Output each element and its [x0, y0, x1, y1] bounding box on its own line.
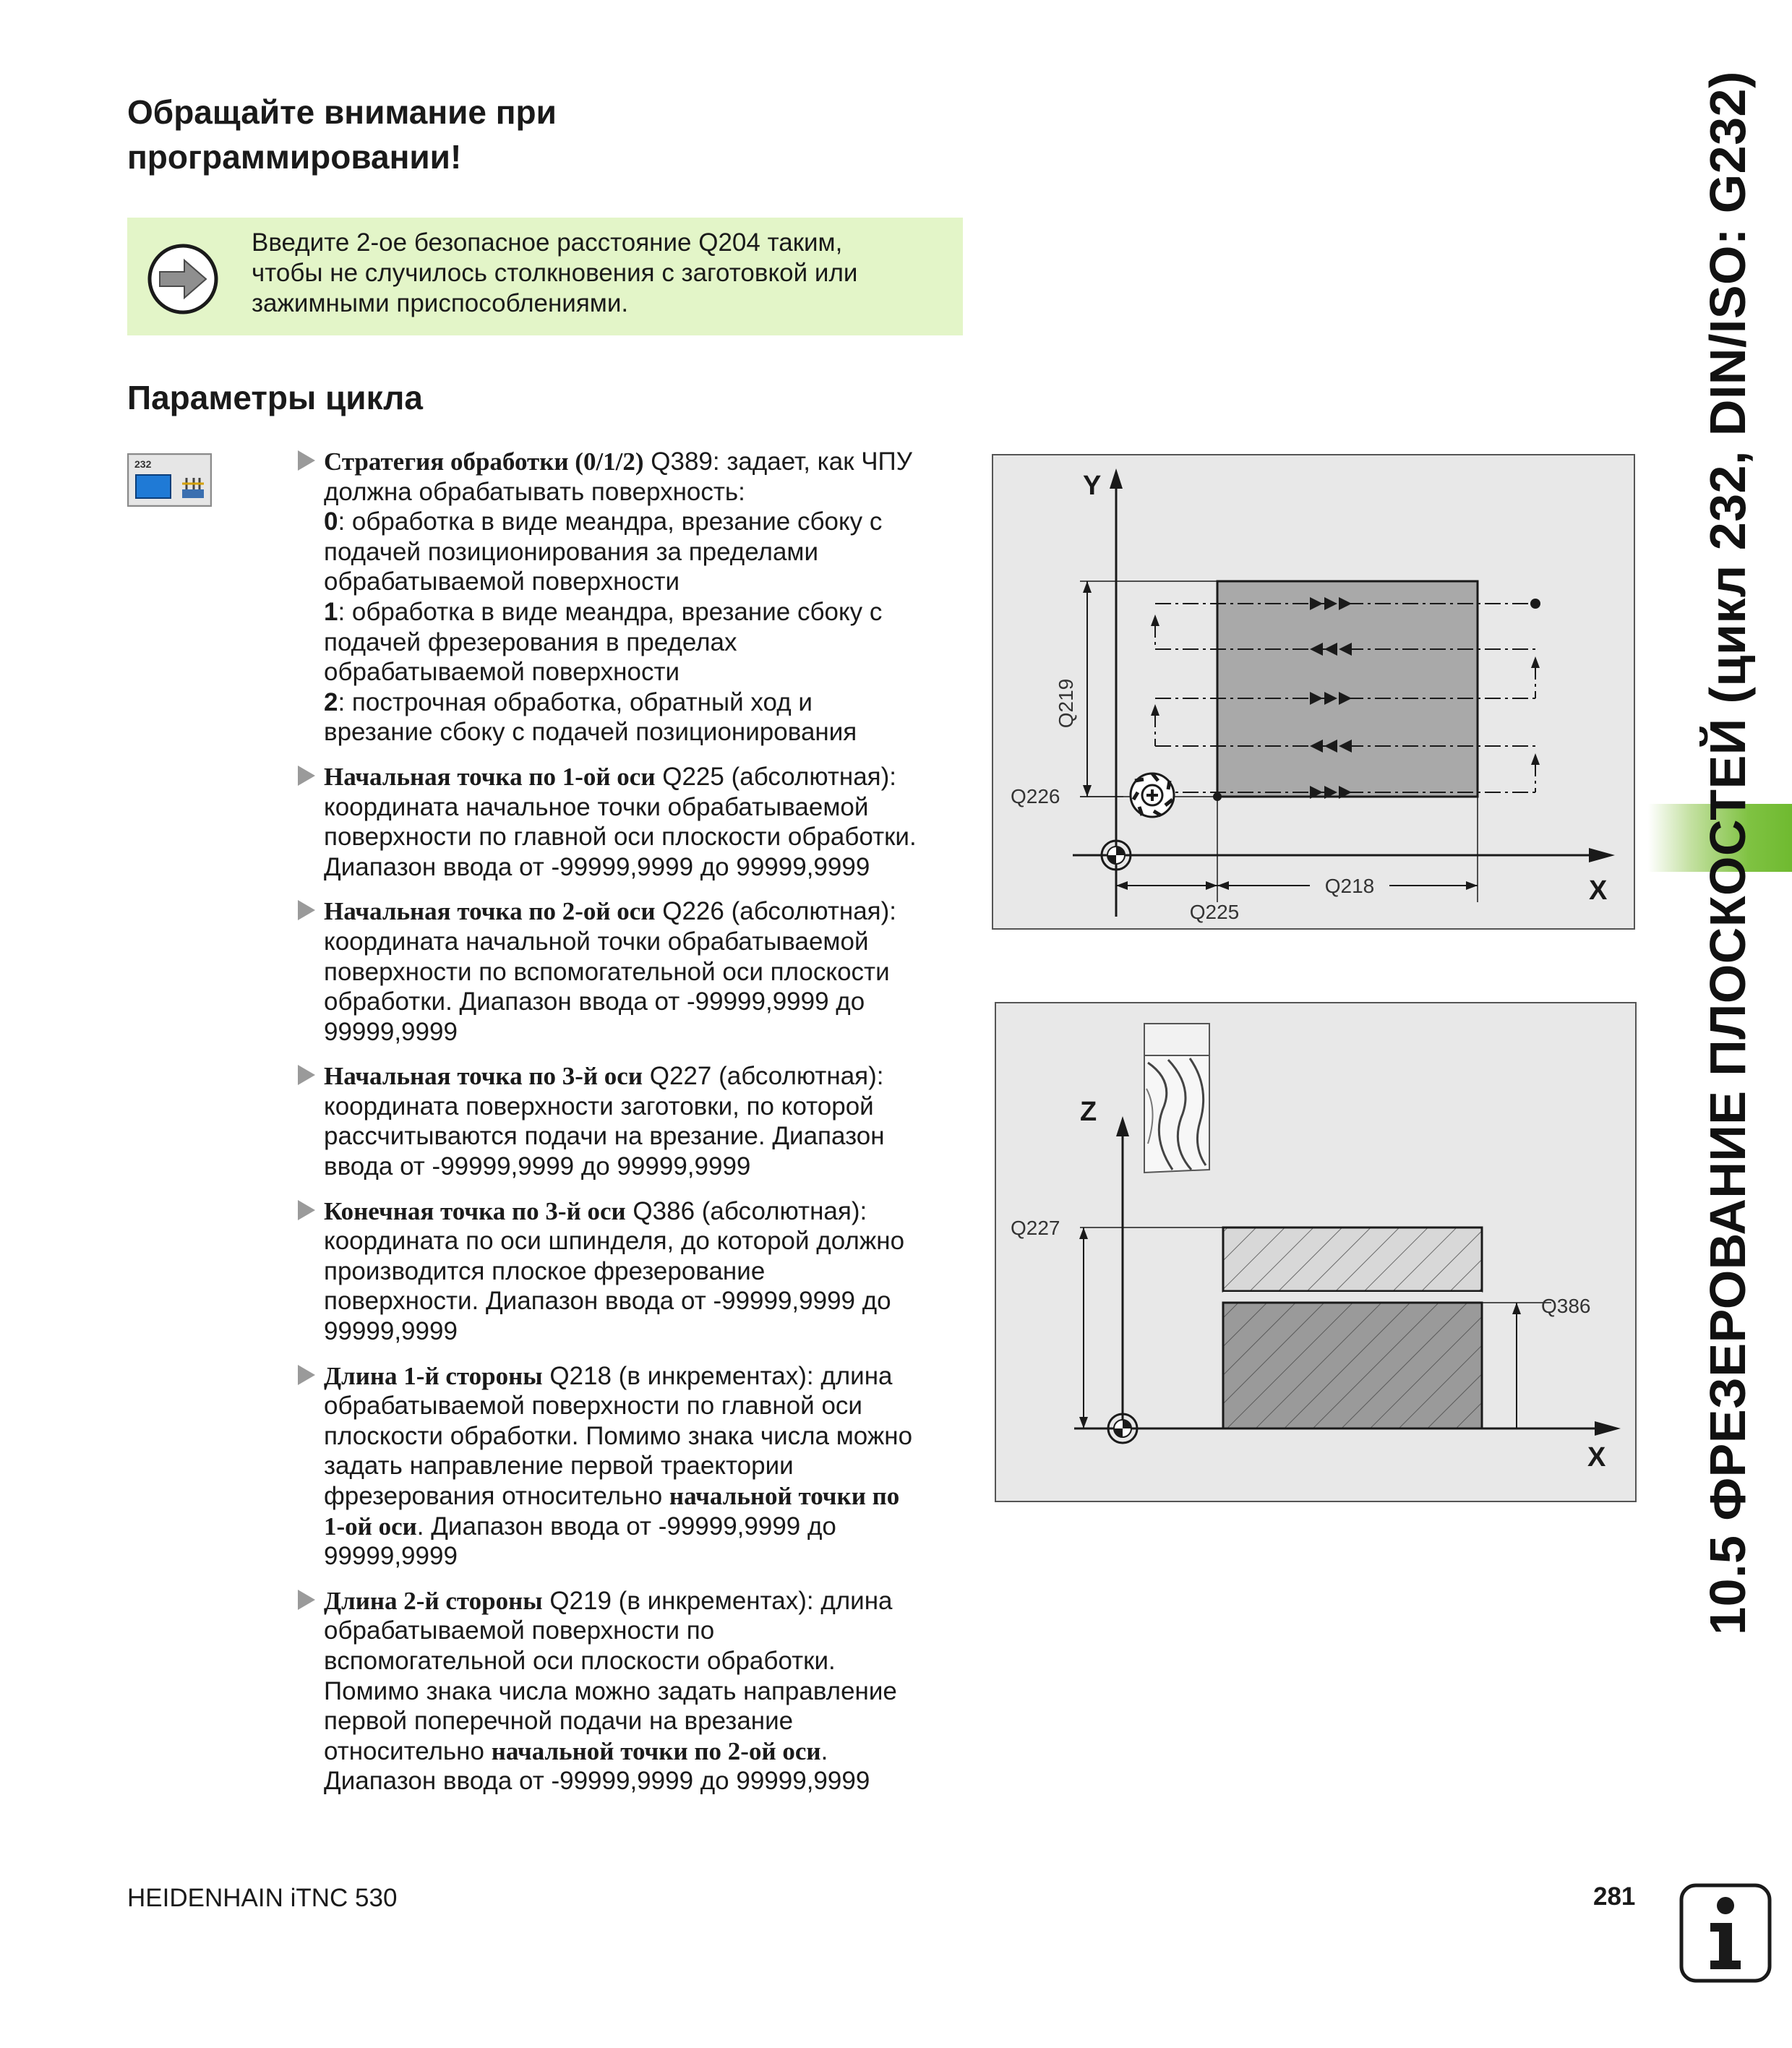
- cycle-icon-label: 232: [134, 458, 152, 470]
- param-text: первой поперечной подачи на врезание: [324, 1707, 794, 1736]
- param-text: Помимо знака числа можно задать направление: [324, 1676, 897, 1705]
- param-text: координата по оси шпинделя, до которой должно: [324, 1227, 905, 1256]
- bullet-triangle-icon: [298, 1365, 315, 1385]
- param-text: 99999,9999: [324, 1017, 458, 1046]
- note-box: [127, 218, 963, 335]
- param-text: ввода от -99999,9999 до 99999,9999: [324, 1152, 751, 1181]
- q386-label: Q386: [1541, 1295, 1591, 1317]
- cycle-params-heading: Параметры цикла: [127, 379, 423, 416]
- bullet-triangle-icon: [298, 900, 315, 920]
- param-text: Q225 (абсолютная):: [655, 762, 897, 791]
- q218-label: Q218: [1324, 875, 1375, 897]
- q219-label: Q219: [1055, 678, 1077, 729]
- finished-workpiece: [1223, 1303, 1482, 1428]
- q226-label: Q226: [1011, 785, 1060, 807]
- param-text: : обработка в виде меандра, врезание сбоку с: [338, 597, 883, 626]
- param-text: Q389: задает, как ЧПУ: [643, 447, 912, 476]
- param-text: производится плоское фрезерование: [324, 1256, 766, 1285]
- page-number: 281: [1593, 1882, 1636, 1911]
- footer-product: HEIDENHAIN iTNC 530: [127, 1884, 398, 1912]
- param-text: : построчная обработка, обратный ход и: [338, 687, 813, 716]
- param-text: относительно: [324, 1736, 492, 1765]
- param-text: подачей позиционирования за пределами: [324, 537, 819, 566]
- param-name: Начальная точка по 2-ой оси: [324, 897, 656, 926]
- param-text: координата поверхности заготовки, по которой: [324, 1092, 874, 1121]
- param-text: Диапазон ввода от -99999,9999 до 99999,9999: [324, 1767, 870, 1796]
- arrow-right-icon: [147, 243, 219, 315]
- param-text: 99999,9999: [324, 1542, 458, 1571]
- param-name: Длина 1-й стороны: [324, 1361, 543, 1390]
- param-text: должна обрабатывать поверхность:: [324, 477, 745, 506]
- q225-label: Q225: [1189, 901, 1240, 923]
- param-text: Q226 (абсолютная):: [655, 897, 897, 926]
- param-text: рассчитываются подачи на врезание. Диапазон: [324, 1122, 885, 1151]
- param-text: Q227 (абсолютная):: [643, 1062, 884, 1091]
- param-text: фрезерования относительно: [324, 1482, 669, 1510]
- param-name: Длина 2-й стороны: [324, 1586, 543, 1615]
- note-text: [252, 228, 946, 319]
- bullet-triangle-icon: [298, 450, 315, 471]
- z-axis-label: Z: [1080, 1097, 1097, 1127]
- param-text: поверхности. Диапазон ввода от -99999,9999 до: [324, 1287, 891, 1316]
- xz-plane-diagram: [995, 1002, 1637, 1502]
- param-text: плоскости обработки. Помимо знака числа можно: [324, 1421, 913, 1450]
- param-text: обрабатываемой поверхности: [324, 567, 680, 596]
- param-text: координата начальной точки обрабатываемой: [324, 927, 869, 956]
- milling-cutter-icon: [1131, 774, 1174, 817]
- bullet-triangle-icon: [298, 1590, 315, 1610]
- param-text: обрабатываемой поверхности по: [324, 1616, 715, 1645]
- param-name: Начальная точка по 3-й оси: [324, 1062, 643, 1091]
- q227-label: Q227: [1011, 1217, 1060, 1239]
- end-mill-icon: [1144, 1024, 1209, 1173]
- param-text-emphasis: начальной точки по: [669, 1482, 900, 1510]
- param-text: врезание сбоку с подачей позиционирования: [324, 718, 857, 747]
- bullet-triangle-icon: [298, 766, 315, 786]
- param-text: вспомогательной оси плоскости обработки.: [324, 1646, 836, 1675]
- param-text: . Диапазон ввода от -99999,9999 до: [416, 1512, 836, 1541]
- info-icon: [1679, 1882, 1772, 1984]
- param-text: .: [820, 1736, 828, 1765]
- param-q218: [298, 1361, 963, 1572]
- param-text: обрабатываемой поверхности по главной оси: [324, 1392, 862, 1421]
- attention-heading: [127, 90, 706, 179]
- material-to-remove: [1223, 1227, 1482, 1291]
- param-q225: [298, 762, 963, 882]
- param-q226: [298, 896, 963, 1047]
- bullet-triangle-icon: [298, 1065, 315, 1085]
- param-text: Q218 (в инкрементах): длина: [542, 1361, 893, 1390]
- param-text: 99999,9999: [324, 1317, 458, 1346]
- note-line: зажимными приспособлениями.: [252, 289, 629, 317]
- note-line: Введите 2-ое безопасное расстояние Q204 таким,: [252, 228, 843, 257]
- bullet-triangle-icon: [298, 1200, 315, 1220]
- xy-plane-diagram: [992, 454, 1635, 930]
- param-text: Диапазон ввода от -99999,9999 до 99999,9999: [324, 852, 870, 881]
- param-text: поверхности по главной оси плоскости обработки.: [324, 823, 917, 852]
- param-text: : обработка в виде меандра, врезание сбоку с: [338, 507, 883, 536]
- x-axis-label: X: [1587, 1442, 1606, 1473]
- parameters-list: [298, 447, 963, 1811]
- attention-heading-line1: Обращайте внимание при: [127, 93, 557, 131]
- param-q227: [298, 1061, 963, 1181]
- param-text: обработки. Диапазон ввода от -99999,9999 до: [324, 987, 865, 1016]
- param-text: поверхности по вспомогательной оси плоскости: [324, 957, 890, 986]
- option-number: 2: [324, 687, 338, 716]
- param-text: Q386 (абсолютная):: [625, 1196, 867, 1225]
- workpiece-surface: [1217, 581, 1478, 797]
- param-text: подачей фрезерования в пределах: [324, 627, 737, 656]
- y-axis-label: Y: [1083, 471, 1102, 501]
- param-q389: [298, 447, 963, 747]
- attention-heading-line2: программировании!: [127, 138, 462, 176]
- note-line: чтобы не случилось столкновения с заготовкой или: [252, 259, 858, 287]
- param-name: Начальная точка по 1-ой оси: [324, 762, 656, 791]
- section-title-text: 10.5 ФРЕЗЕРОВАНИЕ ПЛОСКОСТЕЙ (цикл 232, DIN/ISO: G232): [1699, 71, 1756, 1635]
- param-text: задать направление первой траектории: [324, 1452, 794, 1481]
- cycle-232-softkey-icon: [127, 453, 212, 507]
- param-name: Конечная точка по 3-й оси: [324, 1196, 626, 1225]
- param-text-emphasis: начальной точки по 2-ой оси: [491, 1736, 821, 1765]
- param-name: Стратегия обработки (0/1/2): [324, 447, 644, 476]
- x-axis-label: X: [1589, 875, 1608, 906]
- param-text: обрабатываемой поверхности: [324, 658, 680, 687]
- option-number: 0: [324, 507, 338, 536]
- param-q386: [298, 1196, 963, 1347]
- param-q219: [298, 1586, 963, 1796]
- option-number: 1: [324, 597, 338, 626]
- param-text-emphasis: 1-ой оси: [324, 1512, 417, 1541]
- param-text: координата начальное точки обрабатываемой: [324, 792, 869, 821]
- param-text: Q219 (в инкрементах): длина: [542, 1586, 893, 1615]
